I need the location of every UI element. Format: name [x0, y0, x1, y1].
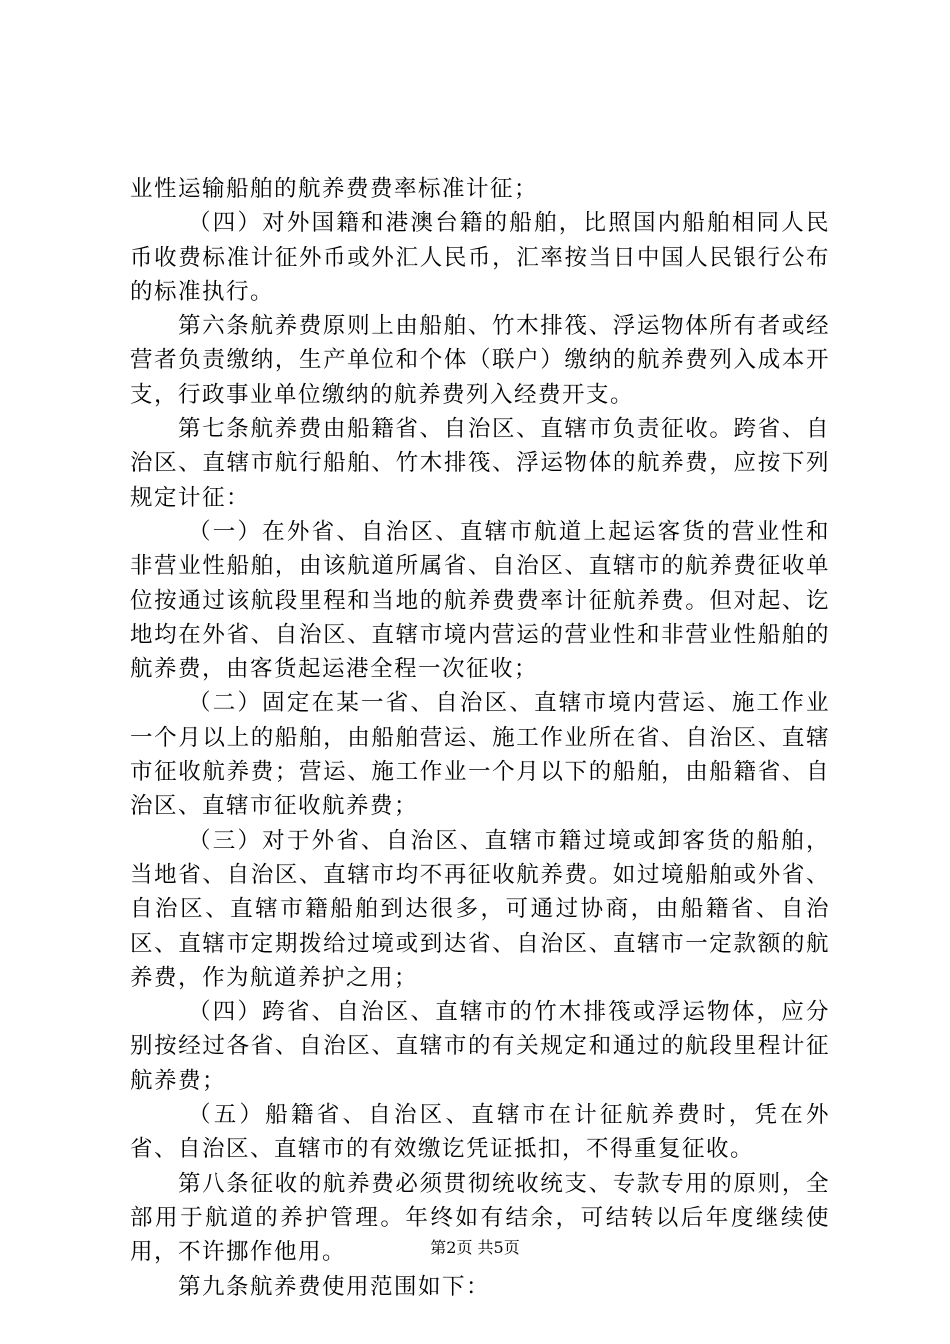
paragraph-2: （四）对外国籍和港澳台籍的船舶，比照国内船舶相同人民币收费标准计征外币或外汇人民币，汇率按当日中国人民银行公布的标准执行。 — [130, 210, 830, 305]
page-footer: 第2页 共5页 — [430, 1238, 520, 1257]
document-body — [130, 172, 830, 1304]
paragraph-4: 第七条航养费由船籍省、自治区、直辖市负责征收。跨省、自治区、直辖市航行船舶、竹木排筏、浮运物体的航养费，应按下列规定计征： — [130, 416, 830, 511]
paragraph-8: （四）跨省、自治区、直辖市的竹木排筏或浮运物体，应分别按经过各省、自治区、直辖市的有关规定和通过的航段里程计征航养费； — [130, 999, 830, 1094]
paragraph-5: （一）在外省、自治区、直辖市航道上起运客货的营业性和非营业性船舶，由该航道所属省、自治区、直辖市的航养费征收单位按通过该航段里程和当地的航养费费率计征航养费。但对起、讫地均在外省、自治区、直辖市境内营运的营业性和非营业性船舶的航养费，由客货起运港全程一次征收； — [130, 518, 830, 683]
paragraph-6: （二）固定在某一省、自治区、直辖市境内营运、施工作业一个月以上的船舶，由船舶营运、施工作业所在省、自治区、直辖市征收航养费；营运、施工作业一个月以下的船舶，由船籍省、自治区、直辖市征收航养费； — [130, 690, 830, 820]
paragraph-7: （三）对于外省、自治区、直辖市籍过境或卸客货的船舶，当地省、自治区、直辖市均不再征收航养费。如过境船舶或外省、自治区、直辖市籍船舶到达很多，可通过协商，由船籍省、自治区、直辖市定期拨给过境或到达省、自治区、直辖市一定款额的航养费，作为航道养护之用； — [130, 827, 830, 991]
paragraph-11: 第九条航养费使用范围如下： — [178, 1273, 491, 1300]
paragraph-1: 业性运输船舶的航养费费率标准计征； — [130, 176, 539, 202]
paragraph-10: 第八条征收的航养费必须贯彻统收统支、专款专用的原则，全部用于航道的养护管理。年终如有结余，可结转以后年度继续使用，不许挪作他用。 — [130, 1170, 830, 1266]
paragraph-3: 第六条航养费原则上由船舶、竹木排筏、浮运物体所有者或经营者负责缴纳，生产单位和个体（联户）缴纳的航养费列入成本开支，行政事业单位缴纳的航养费列入经费开支。 — [130, 313, 830, 408]
paragraph-9: （五）船籍省、自治区、直辖市在计征航养费时，凭在外省、自治区、直辖市的有效缴讫凭证抵扣，不得重复征收。 — [130, 1102, 830, 1163]
